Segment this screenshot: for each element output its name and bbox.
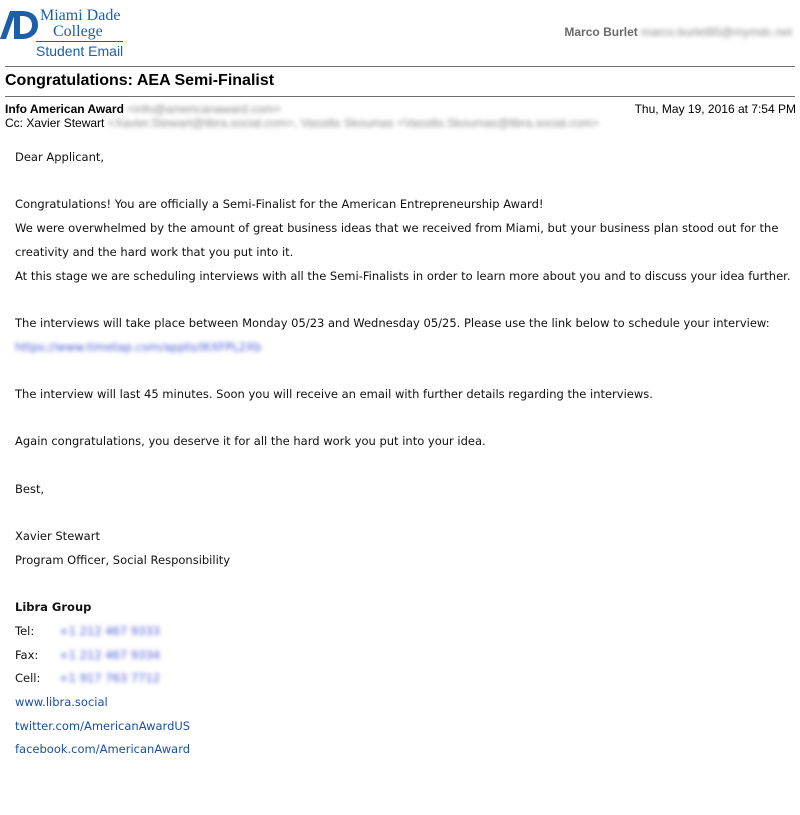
facebook-link[interactable]: facebook.com/AmericanAward	[15, 742, 191, 757]
cc-label: Cc:	[5, 116, 23, 130]
paragraph-congratulations: Congratulations! You are officially a Semi-Finalist for the American Entrepreneurship Award!	[15, 197, 544, 212]
fax-label: Fax:	[15, 647, 39, 662]
cc-name: Xavier Stewart	[26, 116, 105, 130]
header-divider-top	[5, 66, 795, 67]
paragraph-again-congratulations: Again congratulations, you deserve it for all the hard work you put into your idea.	[15, 434, 486, 449]
signature-name: Xavier Stewart	[15, 529, 100, 544]
account-info	[564, 25, 792, 39]
sender-email[interactable]: <info@americanaward.com>	[127, 102, 281, 116]
sent-date: Thu, May 19, 2016 at 7:54 PM	[634, 102, 796, 116]
signature-tel-row	[15, 620, 795, 644]
signature-company: Libra Group	[15, 600, 92, 615]
header-divider-bottom	[5, 96, 795, 97]
fax-value[interactable]: +1 212 467 9334	[59, 647, 161, 662]
tel-label: Tel:	[15, 623, 35, 638]
account-email: marco.burlet85@mymdc.net	[641, 25, 792, 39]
cell-value[interactable]: +1 917 763 7712	[59, 671, 161, 686]
paragraph-overwhelmed: We were overwhelmed by the amount of great business ideas that we received from Miami, but your business plan stood out for the creativity and the hard work that you put into it.	[15, 221, 779, 259]
logo-text-line1: Miami Dade	[40, 7, 121, 24]
cc-line	[5, 116, 599, 130]
cc-addresses[interactable]: <Xavier.Stewart@libra.social.com>, Vassilis Skoumas <Vassilis.Skoumas@libra.social.com>	[107, 116, 600, 130]
twitter-link[interactable]: twitter.com/AmericanAwardUS	[15, 718, 191, 733]
schedule-link[interactable]: https://www.timetap.com/appts/IKXFPL2Xb	[15, 339, 262, 354]
signature-title: Program Officer, Social Responsibility	[15, 552, 231, 567]
greeting: Dear Applicant,	[15, 150, 105, 164]
signature-fax-row	[15, 644, 795, 668]
website-link[interactable]: www.libra.social	[15, 695, 108, 710]
closing: Best,	[15, 481, 45, 496]
paragraph-interview-length: The interview will last 45 minutes. Soon you will receive an email with further details regarding the interviews.	[15, 386, 653, 401]
logo-subtitle: Student Email	[36, 43, 124, 59]
account-name: Marco Burlet	[564, 25, 638, 39]
paragraph-scheduling: At this stage we are scheduling interviews with all the Semi-Finalists in order to learn more about you and to discuss your idea further.	[15, 268, 791, 283]
sender-name: Info American Award	[5, 102, 124, 116]
sender-line	[5, 102, 281, 116]
email-subject: Congratulations: AEA Semi-Finalist	[5, 72, 275, 89]
cell-label: Cell:	[15, 671, 41, 686]
paragraph-interview-dates: The interviews will take place between Monday 05/23 and Wednesday 05/25. Please use the link below to schedule your interview:	[15, 315, 770, 330]
email-body	[15, 146, 795, 762]
mdc-logo	[0, 6, 130, 60]
mdc-logo-mark-icon	[0, 9, 38, 41]
tel-value[interactable]: +1 212 467 9333	[59, 623, 161, 638]
logo-text-line2: College	[53, 23, 103, 40]
signature-cell-row	[15, 667, 795, 691]
